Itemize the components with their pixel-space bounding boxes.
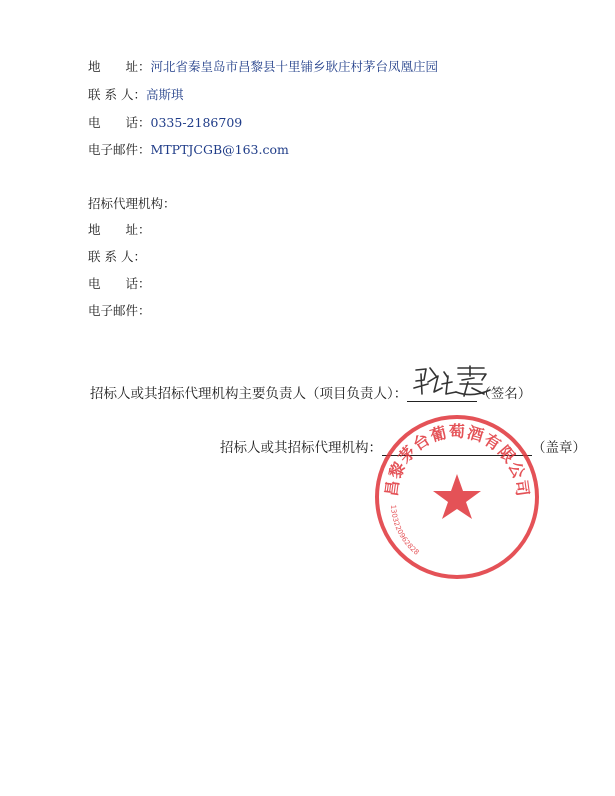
decl2-suffix: （盖章）: [532, 440, 586, 456]
handwritten-signature: [412, 362, 492, 402]
agency-address-label: 地 址：: [88, 222, 151, 237]
email-label: 电子邮件：: [88, 142, 151, 157]
agency-contact-label: 联 系 人：: [88, 249, 146, 264]
decl1-text: 招标人或其招标代理机构主要负责人（项目负责人）：: [90, 386, 408, 402]
phone-label: 电 话：: [88, 115, 151, 130]
phone-value: 0335-2186709: [150, 115, 243, 130]
company-seal: [372, 412, 542, 582]
decl2-text: 招标人或其招标代理机构：: [220, 440, 382, 456]
tenderer-phone-row: [88, 115, 242, 131]
seal-name-arc: 昌黎茅台葡萄酒有限公司: [381, 421, 533, 498]
agency-email-label: 电子邮件：: [88, 303, 151, 318]
agency-heading: 招标代理机构：: [88, 196, 176, 211]
tenderer-email-row: [88, 142, 289, 158]
tenderer-contact-row: [88, 87, 183, 103]
email-value: MTPTJCGB@163.com: [150, 142, 289, 157]
agency-phone-label: 电 话：: [88, 276, 151, 291]
decl1-suffix: （签名）: [477, 386, 532, 402]
seal-star-icon: [433, 474, 481, 519]
address-label: 地 址：: [88, 59, 151, 74]
contact-label: 联 系 人：: [88, 87, 146, 102]
address-value: 河北省秦皇岛市昌黎县十里铺乡耿庄村茅台凤凰庄园: [150, 59, 439, 74]
tenderer-address-row: [88, 59, 438, 75]
contact-value: 高斯琪: [145, 87, 184, 102]
seal-number-arc: 1303220962828: [388, 504, 421, 557]
